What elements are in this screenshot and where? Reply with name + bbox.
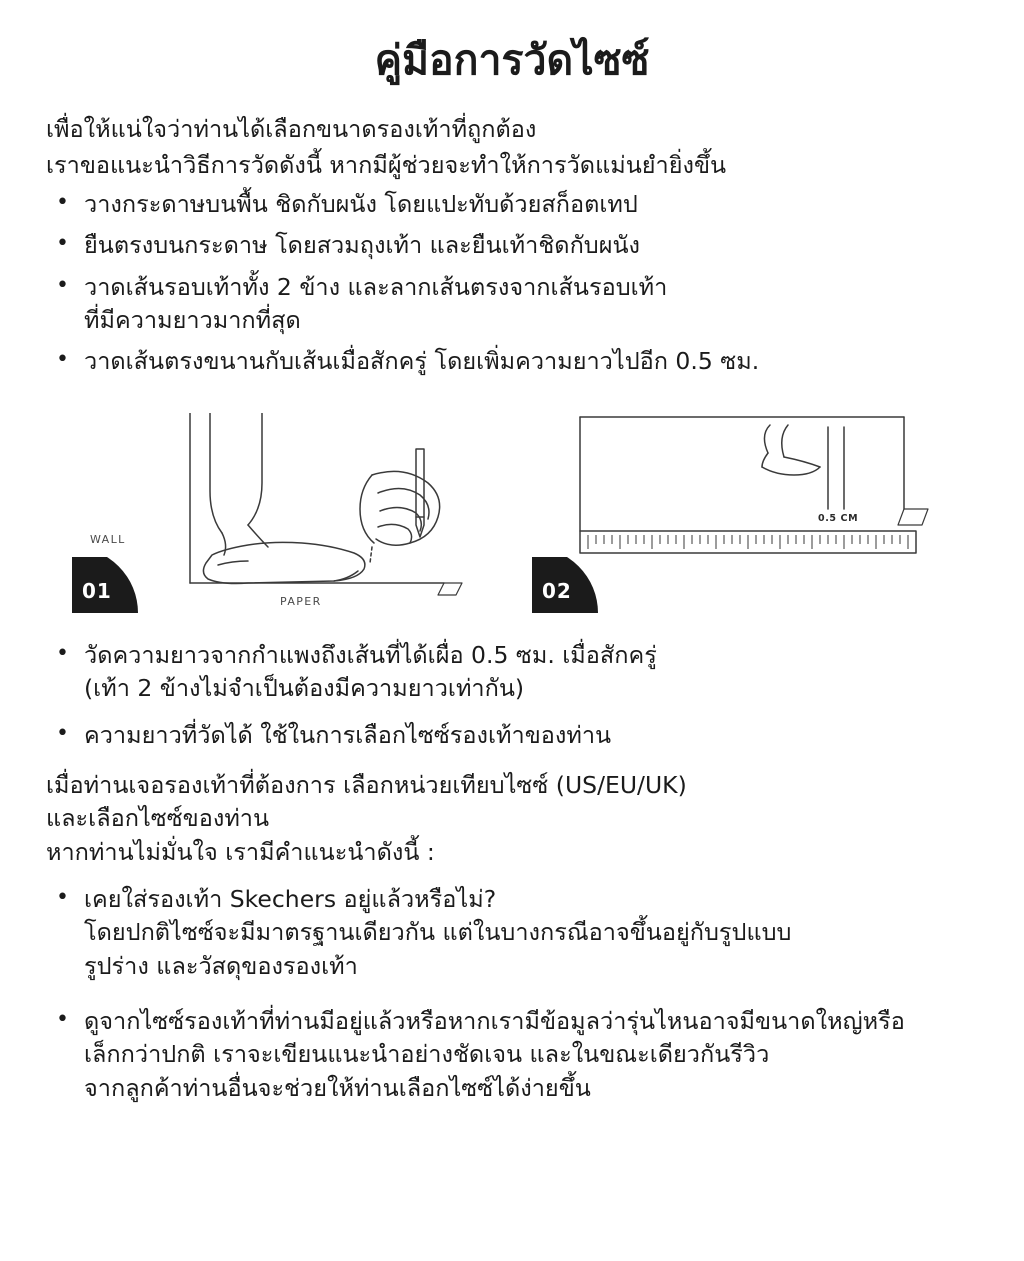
figure-01-number: 01 [82,578,112,603]
figure-01-wall-label: WALL [90,532,126,546]
figure-01 [72,413,492,613]
intro-line-2: เราขอแนะนำวิธีการวัดดังนี้ หากมีผู้ช่วยจะทำให้การวัดแม่นยำยิ่งขึ้น [46,150,727,179]
step-text: วาดเส้นรอบเท้าทั้ง 2 ข้าง และลากเส้นตรงจากเส้นรอบเท้า [84,272,668,301]
step-text: วัดความยาวจากกำแพงถึงเส้นที่ได้เผื่อ 0.5 ซม. เมื่อสักครู่ [84,640,657,669]
figure-01-paper-label: PAPER [280,594,322,608]
steps-top-list [40,188,984,379]
tail-line-3: หากท่านไม่มั่นใจ เรามีคำแนะนำดังนี้ : [46,837,435,866]
figure-02-badge [532,557,598,613]
step-text: วาดเส้นตรงขนานกับเส้นเมื่อสักครู่ โดยเพิ่มความยาวไปอีก 0.5 ซม. [84,347,760,376]
list-item [40,188,984,221]
advice-text: เคยใส่รองเท้า Skechers อยู่แล้วหรือไม่? [84,884,497,913]
step-text: ยืนตรงบนกระดาษ โดยสวมถุงเท้า และยืนเท้าชิดกับผนัง [84,231,641,260]
figure-02-offset-label: 0.5 CM [818,512,859,524]
page-title: คู่มือการวัดไซซ์ [374,36,650,84]
intro-line-1: เพื่อให้แน่ใจว่าท่านได้เลือกขนาดรองเท้าที่ถูกต้อง [46,115,537,144]
tail-line-1: เมื่อท่านเจอรองเท้าที่ต้องการ เลือกหน่วยเทียบไซซ์ (US/EU/UK) [46,770,687,799]
advice-list [40,883,984,1105]
list-item [40,345,984,378]
step-text-continued: ที่มีความยาวมากที่สุด [84,305,301,334]
steps-bottom-list [40,639,984,753]
advice-text-continued-2: รูปร่าง และวัสดุของรองเท้า [84,951,358,980]
advice-text-continued-2: จากลูกค้าท่านอื่นจะช่วยให้ท่านเลือกไซซ์ได้ง่ายขึ้น [84,1073,591,1102]
list-item [40,229,984,262]
figure-02 [532,413,952,613]
step-text-continued: (เท้า 2 ข้างไม่จำเป็นต้องมีความยาวเท่ากัน) [84,674,525,703]
step-text: วางกระดาษบนพื้น ชิดกับผนัง โดยแปะทับด้วยสก็อตเทป [84,189,638,218]
list-item [40,271,984,338]
figure-01-badge [72,557,138,613]
list-item [40,883,984,983]
illustrations [40,413,984,613]
advice-text-continued: โดยปกติไซซ์จะมีมาตรฐานเดียวกัน แต่ในบางกรณีอาจขึ้นอยู่กับรูปแบบ [84,918,792,947]
figure-02-number: 02 [542,578,572,603]
advice-text: ดูจากไซซ์รองเท้าที่ท่านมีอยู่แล้วหรือหากเรามีข้อมูลว่ารุ่นไหนอาจมีขนาดใหญ่หรือ [84,1006,905,1035]
advice-text-continued: เล็กกว่าปกติ เราจะเขียนแนะนำอย่างชัดเจน และในขณะเดียวกันรีวิว [84,1040,770,1069]
list-item [40,639,984,706]
tail-line-2: และเลือกไซซ์ของท่าน [46,804,270,833]
list-item [40,1005,984,1105]
list-item [40,719,984,752]
step-text: ความยาวที่วัดได้ ใช้ในการเลือกไซซ์รองเท้าของท่าน [84,721,612,750]
size-selection-note [40,769,984,869]
